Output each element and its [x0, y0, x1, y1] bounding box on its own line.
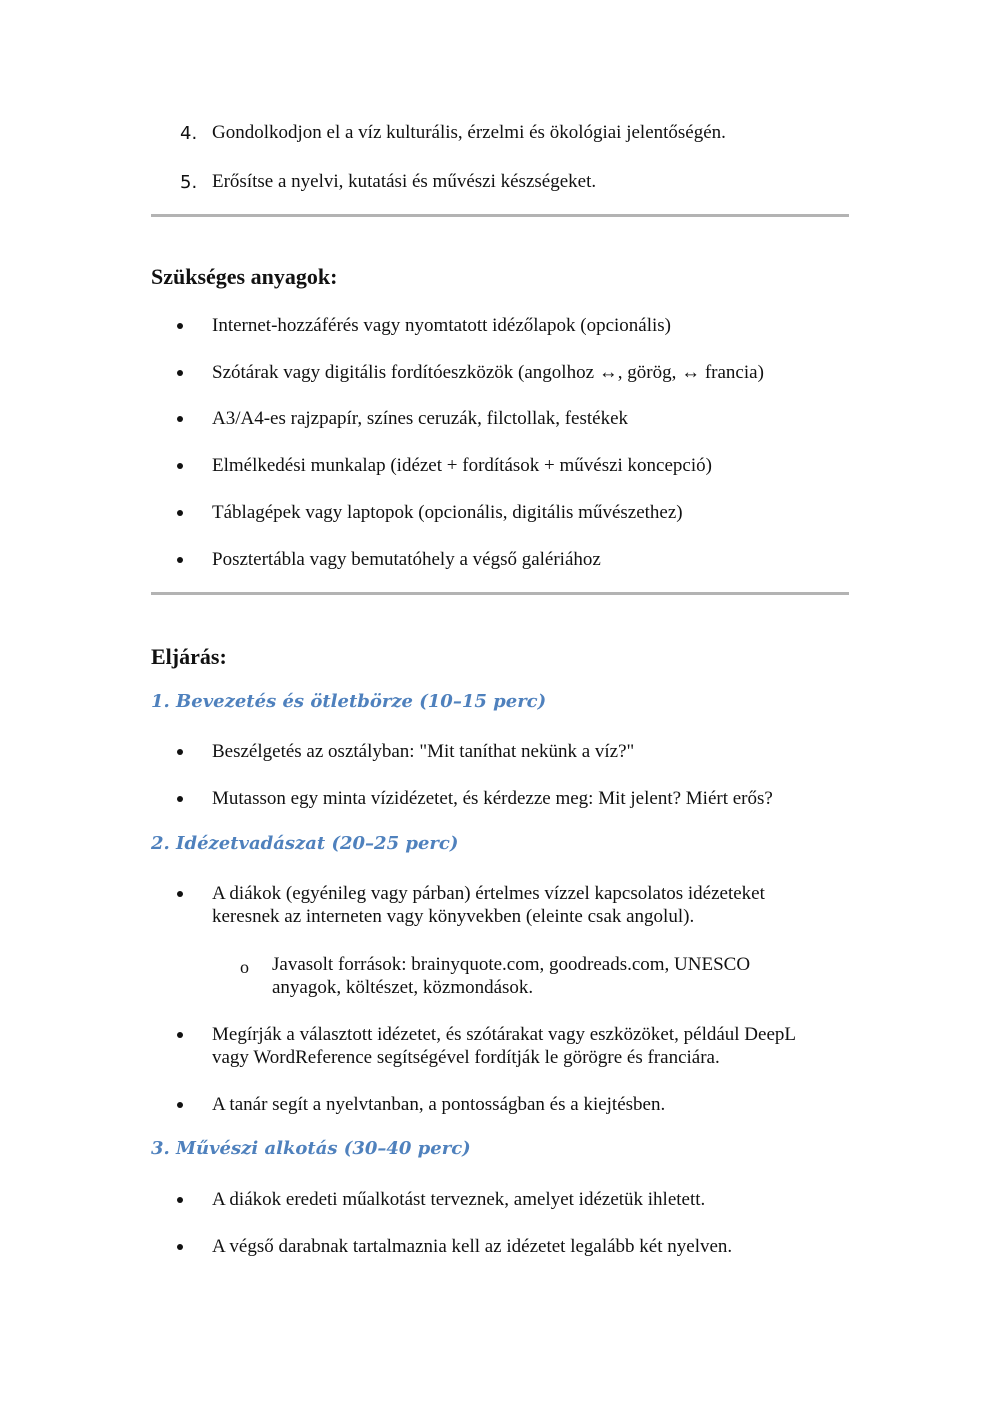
- materials-heading: Szükséges anyagok:: [151, 264, 338, 289]
- step-3-heading: 3. Művészi alkotás (30–40 perc): [151, 1138, 471, 1159]
- bullet-icon: [177, 510, 187, 520]
- list-item: Beszélgetés az osztályban: "Mit taníthat nekünk a víz?": [212, 741, 635, 762]
- list-item: Szótárak vagy digitális fordítóeszközök (angolhoz ↔, görög, ↔ francia): [212, 362, 764, 383]
- list-item-line: A diákok (egyénileg vagy párban) értelmes vízzel kapcsolatos idézeteket: [212, 883, 765, 904]
- sub-list-item-line: Javasolt források: brainyquote.com, goodreads.com, UNESCO: [272, 954, 751, 975]
- sub-list-item-line: anyagok, költészet, közmondások.: [272, 977, 534, 998]
- horizontal-divider: [151, 592, 849, 595]
- step-1-heading: 1. Bevezetés és ötletbörze (10–15 perc): [151, 691, 547, 712]
- bullet-icon: [177, 1102, 187, 1112]
- bullet-icon: [177, 796, 187, 806]
- list-item: Erősítse a nyelvi, kutatási és művészi készségeket.: [212, 171, 597, 192]
- horizontal-divider: [151, 214, 849, 217]
- bullet-icon: [177, 370, 187, 380]
- list-item: Posztertábla vagy bemutatóhely a végső galériához: [212, 549, 601, 570]
- step-2-heading: 2. Idézetvadászat (20–25 perc): [151, 833, 459, 854]
- bullet-icon: [177, 1032, 187, 1042]
- list-item: Elmélkedési munkalap (idézet + fordítások + művészi koncepció): [212, 455, 712, 476]
- bullet-icon: [177, 1197, 187, 1207]
- list-number: 5.: [180, 172, 198, 193]
- bullet-icon: [177, 749, 187, 759]
- bullet-icon: [177, 416, 187, 426]
- list-item: A diákok eredeti műalkotást terveznek, amelyet idézetük ihletett.: [212, 1189, 706, 1210]
- list-item: Táblagépek vagy laptopok (opcionális, digitális művészethez): [212, 502, 683, 523]
- list-item-line: keresnek az interneten vagy könyvekben (eleinte csak angolul).: [212, 906, 695, 927]
- procedure-heading: Eljárás:: [151, 644, 227, 669]
- sub-bullet-icon: o: [240, 957, 249, 977]
- list-item: Mutasson egy minta vízidézetet, és kérdezze meg: Mit jelent? Miért erős?: [212, 788, 773, 809]
- bullet-icon: [177, 557, 187, 567]
- list-item: Internet-hozzáférés vagy nyomtatott idézőlapok (opcionális): [212, 315, 671, 336]
- bullet-icon: [177, 1244, 187, 1254]
- list-number: 4.: [180, 123, 198, 144]
- list-item-line: Megírják a választott idézetet, és szótárakat vagy eszközöket, például DeepL: [212, 1024, 796, 1045]
- bullet-icon: [177, 891, 187, 901]
- list-item: A3/A4-es rajzpapír, színes ceruzák, filctollak, festékek: [212, 408, 629, 429]
- bullet-icon: [177, 323, 187, 333]
- list-item: A tanár segít a nyelvtanban, a pontosságban és a kiejtésben.: [212, 1094, 666, 1115]
- bullet-icon: [177, 463, 187, 473]
- list-item: Gondolkodjon el a víz kulturális, érzelmi és ökológiai jelentőségén.: [212, 122, 726, 143]
- list-item-line: vagy WordReference segítségével fordítják le görögre és franciára.: [212, 1047, 720, 1068]
- list-item: A végső darabnak tartalmaznia kell az idézetet legalább két nyelven.: [212, 1236, 733, 1257]
